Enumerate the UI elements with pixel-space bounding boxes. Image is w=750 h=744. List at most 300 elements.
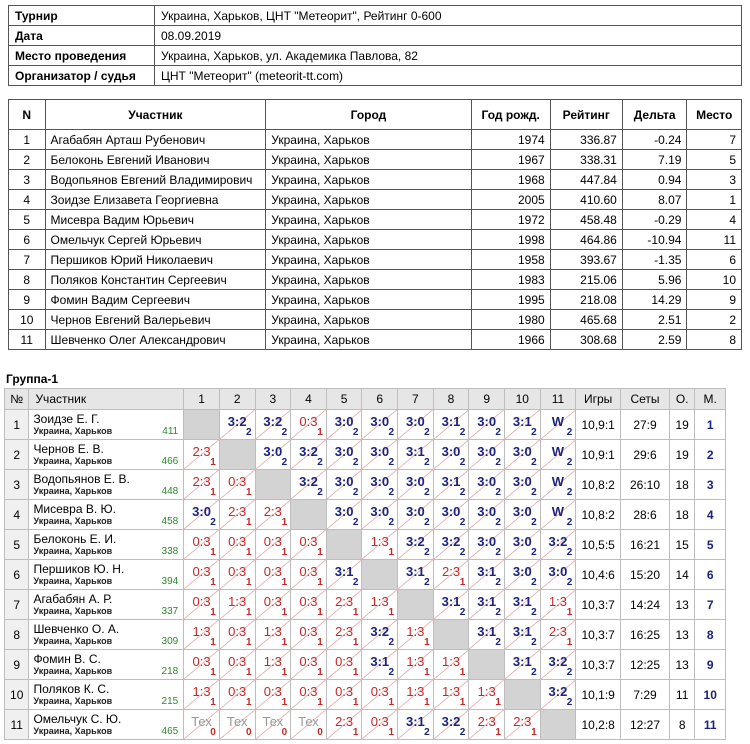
games-cell: 10,1:9 <box>576 680 621 710</box>
match-result-cell <box>326 470 362 500</box>
match-points: 2 <box>424 517 430 528</box>
column-header: 7 <box>398 389 434 410</box>
table-cell: 1958 <box>471 250 550 270</box>
match-points: 1 <box>352 607 359 618</box>
sets-cell: 26:10 <box>621 470 670 500</box>
table-cell: 2 <box>687 310 742 330</box>
match-points: 2 <box>459 607 466 618</box>
table-cell: Украина, Харьков <box>266 270 471 290</box>
match-points: 2 <box>388 637 395 648</box>
self-cell <box>398 590 434 620</box>
match-score: 3:0 <box>477 504 497 519</box>
match-score: 2:3 <box>263 504 282 519</box>
participant-name: Водопьянов Е. В. <box>33 472 130 486</box>
match-points: 2 <box>531 487 537 498</box>
sets-cell: 12:27 <box>621 710 670 740</box>
match-score: 3:0 <box>477 534 497 549</box>
match-score: 3:2 <box>441 534 461 549</box>
match-points: 1 <box>245 577 252 588</box>
match-score: 3:2 <box>405 534 425 549</box>
match-result <box>256 410 291 439</box>
match-result-cell <box>255 530 291 560</box>
match-points: 1 <box>245 547 252 558</box>
match-points: 2 <box>566 427 573 438</box>
table-cell: Украина, Харьков <box>266 290 471 310</box>
table-cell: 10 <box>9 310 46 330</box>
participant-cell <box>29 560 184 590</box>
match-result <box>256 500 291 529</box>
participant-rating: 458 <box>161 516 179 527</box>
info-label: Организатор / судья <box>9 66 155 86</box>
column-header: N <box>9 100 46 130</box>
match-score: 3:1 <box>512 414 532 429</box>
match-result <box>505 440 540 469</box>
match-result-cell <box>291 470 327 500</box>
column-header: О. <box>669 389 694 410</box>
table-cell: 9 <box>687 290 742 310</box>
points-cell: 14 <box>669 560 694 590</box>
table-cell: 0.94 <box>622 170 687 190</box>
match-result-cell <box>219 500 255 530</box>
match-points: 1 <box>317 577 323 588</box>
column-header: 9 <box>469 389 505 410</box>
match-points: 1 <box>281 637 288 648</box>
table-cell: Поляков Константин Сергеевич <box>45 270 266 290</box>
match-score: 3:0 <box>370 504 390 519</box>
participant-name: Омельчук С. Ю. <box>33 712 122 726</box>
match-score: 3:2 <box>263 414 283 429</box>
match-points: 2 <box>495 427 501 438</box>
match-result-cell <box>540 560 576 590</box>
table-row <box>5 710 726 740</box>
match-result <box>362 500 397 529</box>
place-cell: 8 <box>695 620 726 650</box>
match-result-cell <box>433 500 469 530</box>
match-points: 2 <box>566 667 573 678</box>
table-cell: Мисевра Вадим Юрьевич <box>45 210 266 230</box>
column-header: 11 <box>540 389 576 410</box>
table-cell: 6 <box>687 250 742 270</box>
table-cell: 1995 <box>471 290 550 310</box>
match-result <box>291 710 326 739</box>
match-score: 3:0 <box>512 474 532 489</box>
match-result <box>398 440 433 469</box>
points-cell: 19 <box>669 410 694 440</box>
match-result <box>541 650 576 679</box>
match-score: 0:3 <box>299 564 318 579</box>
match-score: 3:2 <box>299 474 318 489</box>
participant-city: Украина, Харьков <box>33 666 113 676</box>
match-score: 3:1 <box>405 714 425 729</box>
match-result-cell <box>255 620 291 650</box>
match-result <box>327 410 362 439</box>
match-points: 2 <box>459 457 466 468</box>
match-result-cell <box>291 650 327 680</box>
match-score: 2:3 <box>228 504 247 519</box>
place-cell: 5 <box>695 530 726 560</box>
match-score: 0:3 <box>228 624 247 639</box>
match-result <box>327 620 362 649</box>
row-number: 1 <box>5 410 29 440</box>
table-cell: 1998 <box>471 230 550 250</box>
match-result-cell <box>219 620 255 650</box>
match-score: 1:3 <box>406 654 425 669</box>
match-result-cell <box>469 470 505 500</box>
match-result-cell <box>504 560 540 590</box>
match-result-cell <box>255 650 291 680</box>
match-result-cell <box>398 710 434 740</box>
match-result-cell <box>540 470 576 500</box>
place-cell: 1 <box>695 410 726 440</box>
match-result-cell <box>326 680 362 710</box>
participant-cell <box>29 710 184 740</box>
table-cell: Водопьянов Евгений Владимирович <box>45 170 266 190</box>
match-points: 1 <box>424 637 430 648</box>
match-result-cell <box>540 650 576 680</box>
match-result-cell <box>398 680 434 710</box>
match-result-cell <box>291 590 327 620</box>
match-result-cell <box>362 440 398 470</box>
table-row <box>9 130 742 150</box>
match-points: 1 <box>352 637 359 648</box>
match-result <box>398 500 433 529</box>
match-result <box>256 620 291 649</box>
match-points: 2 <box>352 487 359 498</box>
match-score: 1:3 <box>406 624 425 639</box>
table-cell: Украина, Харьков <box>266 250 471 270</box>
match-result <box>398 560 433 589</box>
match-result <box>256 440 291 469</box>
participant-rating: 466 <box>161 456 179 467</box>
match-result <box>434 500 469 529</box>
match-score: 3:0 <box>263 444 283 459</box>
match-points: 2 <box>566 517 573 528</box>
match-points: 1 <box>317 547 323 558</box>
match-score: 3:1 <box>477 594 497 609</box>
participant-city: Украина, Харьков <box>33 576 113 586</box>
table-row <box>9 290 742 310</box>
column-header: М. <box>695 389 726 410</box>
match-score: W <box>551 504 565 519</box>
match-result-cell <box>184 470 220 500</box>
match-result <box>291 470 326 499</box>
match-result <box>362 470 397 499</box>
match-result <box>220 410 255 439</box>
place-cell: 10 <box>695 680 726 710</box>
participant-city: Украина, Харьков <box>33 486 113 496</box>
games-cell: 10,8:2 <box>576 500 621 530</box>
table-row <box>5 560 726 590</box>
sets-cell: 12:25 <box>621 650 670 680</box>
match-score: 3:1 <box>334 564 354 579</box>
match-score: 3:2 <box>441 714 461 729</box>
match-score: 3:0 <box>548 564 568 579</box>
match-score: 3:1 <box>477 624 497 639</box>
match-score: W <box>551 444 565 459</box>
match-score: 0:3 <box>299 534 318 549</box>
match-points: 2 <box>531 607 537 618</box>
place-cell: 3 <box>695 470 726 500</box>
match-points: 2 <box>459 547 466 558</box>
match-result-cell <box>398 440 434 470</box>
match-result <box>327 560 362 589</box>
table-cell: 11 <box>687 230 742 250</box>
place-cell: 7 <box>695 590 726 620</box>
row-number: 5 <box>5 530 29 560</box>
match-score: 2:3 <box>192 474 211 489</box>
match-result-cell <box>540 590 576 620</box>
match-result <box>541 560 576 589</box>
row-number: 11 <box>5 710 29 740</box>
participant-name: Фомин В. С. <box>33 652 101 666</box>
column-header: Год рожд. <box>471 100 550 130</box>
match-score: 1:3 <box>192 684 211 699</box>
match-score: 0:3 <box>299 684 318 699</box>
match-points: 2 <box>495 487 501 498</box>
table-cell: -1.35 <box>622 250 687 270</box>
match-points: 2 <box>352 577 359 588</box>
self-cell <box>255 470 291 500</box>
match-result-cell <box>362 530 398 560</box>
table-cell: 7 <box>9 250 46 270</box>
match-result-cell <box>326 440 362 470</box>
match-result-cell <box>433 470 469 500</box>
points-cell: 13 <box>669 620 694 650</box>
points-cell: 13 <box>669 590 694 620</box>
match-result <box>220 500 255 529</box>
match-points: 1 <box>531 727 537 738</box>
match-result <box>434 530 469 559</box>
column-header: Игры <box>576 389 621 410</box>
match-result-cell <box>540 530 576 560</box>
table-cell: 14.29 <box>622 290 687 310</box>
match-points: 2 <box>566 457 573 468</box>
match-result <box>184 590 219 619</box>
match-result <box>505 530 540 559</box>
match-points: 1 <box>424 697 430 708</box>
match-result <box>434 680 469 709</box>
match-result <box>505 410 540 439</box>
match-points: 2 <box>531 457 537 468</box>
match-result-cell <box>540 410 576 440</box>
match-points: 2 <box>388 667 395 678</box>
match-score: 1:3 <box>441 654 461 669</box>
match-result-cell <box>184 560 220 590</box>
match-result <box>469 500 504 529</box>
match-result-cell <box>219 470 255 500</box>
column-header: Рейтинг <box>550 100 622 130</box>
match-result <box>434 410 469 439</box>
match-points: 2 <box>566 487 573 498</box>
match-score: 3:0 <box>441 444 461 459</box>
match-points: 1 <box>317 427 323 438</box>
match-score: 0:3 <box>263 534 282 549</box>
match-points: 2 <box>352 427 359 438</box>
table-cell: Шевченко Олег Александрович <box>45 330 266 350</box>
match-points: 2 <box>531 427 537 438</box>
match-result <box>220 620 255 649</box>
match-result-cell <box>291 410 327 440</box>
participant-city: Украина, Харьков <box>33 696 113 706</box>
match-points: 1 <box>245 607 252 618</box>
match-result <box>256 590 291 619</box>
match-points: 1 <box>245 637 252 648</box>
match-score: 2:3 <box>548 624 567 639</box>
match-score: Тех <box>298 714 319 729</box>
column-header: Место <box>687 100 742 130</box>
table-cell: 3 <box>687 170 742 190</box>
match-score: 0:3 <box>263 564 282 579</box>
points-cell: 13 <box>669 650 694 680</box>
row-number: 9 <box>5 650 29 680</box>
games-cell: 10,3:7 <box>576 620 621 650</box>
match-score: 3:1 <box>512 654 532 669</box>
match-score: 3:0 <box>512 534 532 549</box>
participant-city: Украина, Харьков <box>33 546 113 556</box>
sets-cell: 7:29 <box>621 680 670 710</box>
match-result-cell <box>540 680 576 710</box>
match-score: 0:3 <box>263 684 282 699</box>
match-result <box>362 710 397 739</box>
column-header: 1 <box>184 389 220 410</box>
match-points: 2 <box>531 667 537 678</box>
match-points: 1 <box>281 577 288 588</box>
match-result <box>398 650 433 679</box>
participant-cell <box>29 650 184 680</box>
table-cell: 464.86 <box>550 230 622 250</box>
match-score: 3:2 <box>548 654 568 669</box>
match-result-cell <box>504 590 540 620</box>
match-result <box>362 590 397 619</box>
match-result-cell <box>219 560 255 590</box>
match-result-cell <box>219 410 255 440</box>
info-row <box>9 46 742 66</box>
match-result-cell <box>255 680 291 710</box>
match-result <box>398 680 433 709</box>
table-cell: Фомин Вадим Сергеевич <box>45 290 266 310</box>
match-score: 3:0 <box>477 414 497 429</box>
match-score: Тех <box>226 714 248 729</box>
match-score: 3:0 <box>334 474 354 489</box>
match-points: 2 <box>424 547 430 558</box>
match-points: 1 <box>281 607 288 618</box>
match-points: 2 <box>495 607 501 618</box>
match-result <box>256 650 291 679</box>
match-result <box>220 470 255 499</box>
match-result-cell <box>433 560 469 590</box>
match-score: 0:3 <box>192 654 211 669</box>
match-score: 0:3 <box>192 564 211 579</box>
match-result <box>220 710 255 739</box>
match-result-cell <box>504 500 540 530</box>
match-result-cell <box>398 500 434 530</box>
match-result <box>327 710 362 739</box>
match-result-cell <box>326 410 362 440</box>
match-result <box>469 560 504 589</box>
sets-cell: 28:6 <box>621 500 670 530</box>
match-result-cell <box>398 530 434 560</box>
match-result <box>220 560 255 589</box>
table-cell: 1 <box>687 190 742 210</box>
match-result-cell <box>362 710 398 740</box>
match-score: 0:3 <box>299 624 318 639</box>
match-points: 1 <box>281 667 288 678</box>
match-points: 2 <box>424 487 430 498</box>
table-cell: 1974 <box>471 130 550 150</box>
table-cell: 336.87 <box>550 130 622 150</box>
match-score: 1:3 <box>441 684 461 699</box>
match-result <box>256 710 291 739</box>
match-result <box>184 560 219 589</box>
table-cell: 308.68 <box>550 330 622 350</box>
sets-cell: 14:24 <box>621 590 670 620</box>
match-result-cell <box>326 560 362 590</box>
points-cell: 19 <box>669 440 694 470</box>
table-cell: 447.84 <box>550 170 622 190</box>
participant-name: Белоконь Е. И. <box>33 532 117 546</box>
participant-cell <box>29 410 184 440</box>
column-header: Дельта <box>622 100 687 130</box>
table-cell: Украина, Харьков <box>266 170 471 190</box>
info-value: 08.09.2019 <box>155 26 742 46</box>
participant-rating: 465 <box>161 726 179 737</box>
match-score: 0:3 <box>299 414 318 429</box>
match-result <box>291 560 326 589</box>
match-points: 0 <box>281 727 288 738</box>
match-score: 3:0 <box>512 504 532 519</box>
match-result <box>505 470 540 499</box>
info-value: Украина, Харьков, ул. Академика Павлова, 82 <box>155 46 742 66</box>
match-result-cell <box>362 500 398 530</box>
row-number: 4 <box>5 500 29 530</box>
participants-table <box>8 99 742 350</box>
match-score: 1:3 <box>263 654 282 669</box>
match-points: 0 <box>245 727 252 738</box>
table-row <box>5 440 726 470</box>
match-result-cell <box>469 500 505 530</box>
participant-cell <box>29 620 184 650</box>
place-cell: 11 <box>695 710 726 740</box>
match-result <box>327 440 362 469</box>
match-points: 2 <box>424 577 430 588</box>
table-row <box>5 410 726 440</box>
match-result <box>469 620 504 649</box>
participant-cell <box>29 500 184 530</box>
match-result <box>505 710 540 739</box>
table-cell: 8.07 <box>622 190 687 210</box>
table-cell: 10 <box>687 270 742 290</box>
table-cell: Омельчук Сергей Юрьевич <box>45 230 266 250</box>
match-result <box>541 680 576 709</box>
match-points: 2 <box>531 637 537 648</box>
match-points: 1 <box>459 667 466 678</box>
column-header: Участник <box>29 389 184 410</box>
table-cell: 1983 <box>471 270 550 290</box>
match-result-cell <box>291 680 327 710</box>
row-number: 2 <box>5 440 29 470</box>
match-result-cell <box>219 590 255 620</box>
group-title: Группа-1 <box>6 372 59 386</box>
games-cell: 10,8:2 <box>576 470 621 500</box>
sets-cell: 16:25 <box>621 620 670 650</box>
match-score: 3:0 <box>334 504 354 519</box>
table-row <box>9 230 742 250</box>
match-score: 3:1 <box>405 444 425 459</box>
table-cell: -10.94 <box>622 230 687 250</box>
participant-city: Украина, Харьков <box>33 426 113 436</box>
table-cell: Агабабян Арташ Рубенович <box>45 130 266 150</box>
match-result <box>469 530 504 559</box>
